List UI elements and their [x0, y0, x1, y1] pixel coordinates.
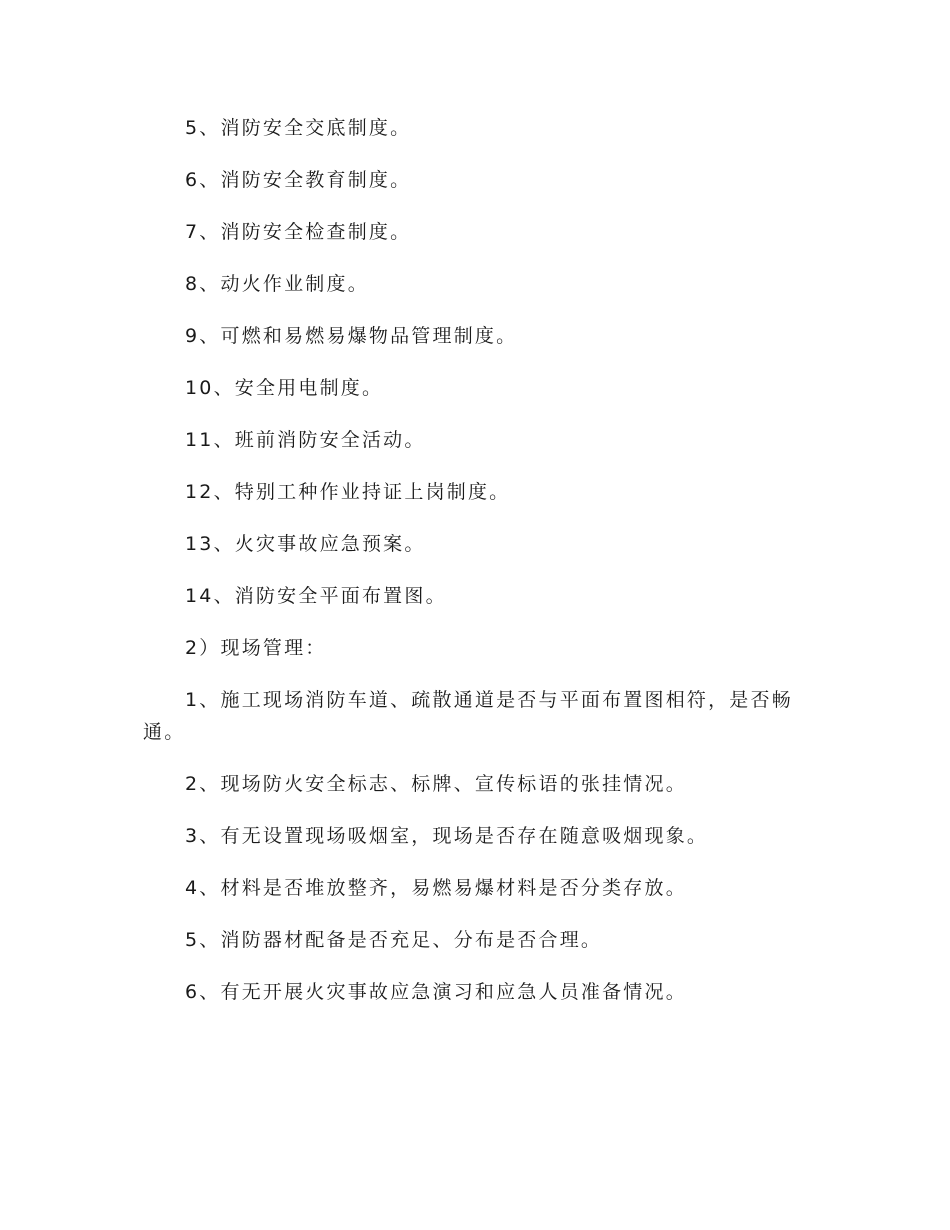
paragraph-site-5-equipment: 5、消防器材配备是否充足、分布是否合理。 [185, 929, 603, 951]
paragraph-item-7-inspection: 7、消防安全检查制度。 [185, 221, 412, 243]
paragraph-site-1-passages: 1、施工现场消防车道、疏散通道是否与平面布置图相符，是否畅通。 [143, 689, 793, 743]
document-body [143, 112, 808, 1028]
paragraph-item-10-electricity: 10、安全用电制度。 [185, 377, 384, 399]
paragraph-item-13-emergency-plan: 13、火灾事故应急预案。 [185, 533, 426, 555]
section-heading-site-management: 2）现场管理： [185, 637, 327, 659]
paragraph-item-8-hot-work: 8、动火作业制度。 [185, 273, 369, 295]
paragraph-site-3-smoking: 3、有无设置现场吸烟室，现场是否存在随意吸烟现象。 [185, 825, 709, 847]
paragraph-site-2-signage: 2、现场防火安全标志、标牌、宣传标语的张挂情况。 [185, 773, 687, 795]
paragraph-site-4-materials: 4、材料是否堆放整齐，易燃易爆材料是否分类存放。 [185, 877, 687, 899]
paragraph-item-6-education: 6、消防安全教育制度。 [185, 169, 412, 191]
paragraph-item-11-pre-shift: 11、班前消防安全活动。 [185, 429, 426, 451]
paragraph-item-14-layout-plan: 14、消防安全平面布置图。 [185, 585, 447, 607]
paragraph-item-5-disclosure: 5、消防安全交底制度。 [185, 117, 412, 139]
paragraph-item-9-flammables: 9、可燃和易燃易爆物品管理制度。 [185, 325, 518, 347]
paragraph-item-12-certified-work: 12、特别工种作业持证上岗制度。 [185, 481, 511, 503]
paragraph-site-6-drills: 6、有无开展火灾事故应急演习和应急人员准备情况。 [185, 981, 687, 1003]
